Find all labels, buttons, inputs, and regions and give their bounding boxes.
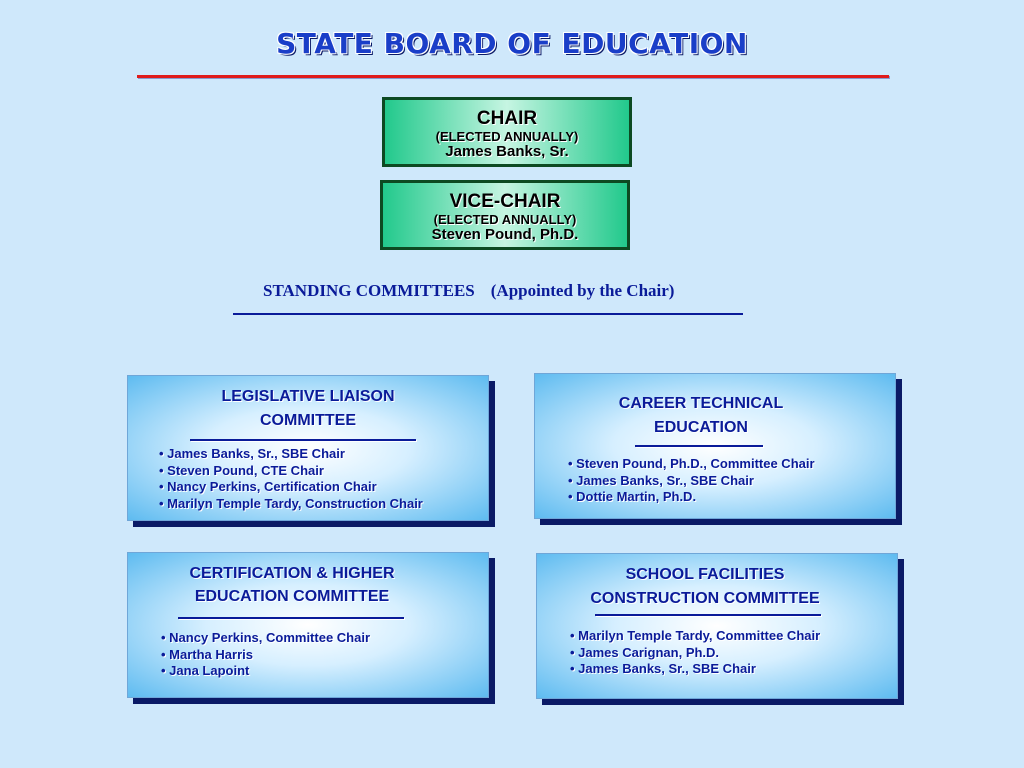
committee-title-line2: CONSTRUCTION COMMITTEE — [590, 590, 820, 607]
chair-role: CHAIR — [476, 108, 538, 129]
committee-member: • Steven Pound, CTE Chair — [159, 462, 324, 478]
committee-title-rule — [178, 617, 404, 619]
committee-title-rule — [190, 439, 416, 441]
committee-member: • Jana Lapoint — [161, 663, 250, 678]
committee-member: • Steven Pound, Ph.D., Committee Chair — [568, 456, 815, 471]
committee-title-line2: EDUCATION — [654, 419, 748, 436]
committee-member: • James Banks, Sr., SBE Chair — [568, 472, 754, 488]
committee-title-line1: SCHOOL FACILITIES — [625, 566, 785, 583]
committee-member-list — [159, 446, 423, 512]
committee-member: • James Carignan, Ph.D. — [570, 644, 720, 660]
committee-member: • Marilyn Temple Tardy, Construction Chair — [159, 495, 423, 511]
vice-chair-box — [380, 180, 630, 250]
committee-title-line2: COMMITTEE — [260, 412, 356, 429]
chair-term: (ELECTED ANNUALLY) — [435, 129, 579, 144]
committee-member: • James Banks, Sr., SBE Chair — [159, 446, 345, 461]
committee-title-rule — [595, 614, 821, 616]
committee-career-technical-education — [534, 373, 896, 519]
committee-member-list — [161, 630, 370, 680]
vice-chair-role: VICE-CHAIR — [449, 191, 561, 212]
standing-committees-rule — [233, 313, 743, 315]
committee-title-line2: EDUCATION COMMITTEE — [194, 588, 390, 605]
title-underline — [137, 75, 889, 78]
committee-title-line1: CERTIFICATION & HIGHER — [189, 565, 395, 582]
committee-school-facilities-construction — [536, 553, 898, 699]
committee-member: • Nancy Perkins, Certification Chair — [159, 479, 377, 494]
standing-committees-heading — [263, 281, 674, 301]
committee-certification-higher-education — [127, 552, 489, 698]
chair-box — [382, 97, 632, 167]
committee-member-list — [568, 456, 815, 506]
committee-title-rule — [635, 445, 763, 447]
committee-member: • Dottie Martin, Ph.D. — [568, 489, 697, 504]
committee-member: • James Banks, Sr., SBE Chair — [570, 661, 756, 676]
committee-member: • Nancy Perkins, Committee Chair — [161, 630, 371, 645]
vice-chair-name: Steven Pound, Ph.D. — [431, 226, 579, 243]
committee-member-list — [570, 628, 820, 678]
standing-committees-label: STANDING COMMITTEES — [263, 281, 475, 300]
committee-title-line1: LEGISLATIVE LIAISON — [221, 388, 395, 405]
page-title: STATE BOARD OF EDUCATION — [276, 27, 748, 60]
committee-title-line1: CAREER TECHNICAL — [618, 395, 784, 412]
vice-chair-term: (ELECTED ANNUALLY) — [433, 212, 577, 227]
chair-name: James Banks, Sr. — [445, 143, 569, 160]
standing-committees-note: (Appointed by the Chair) — [490, 281, 675, 300]
committee-member: • Marilyn Temple Tardy, Committee Chair — [570, 628, 821, 643]
committee-member: • Martha Harris — [161, 646, 253, 662]
committee-legislative-liaison — [127, 375, 489, 521]
